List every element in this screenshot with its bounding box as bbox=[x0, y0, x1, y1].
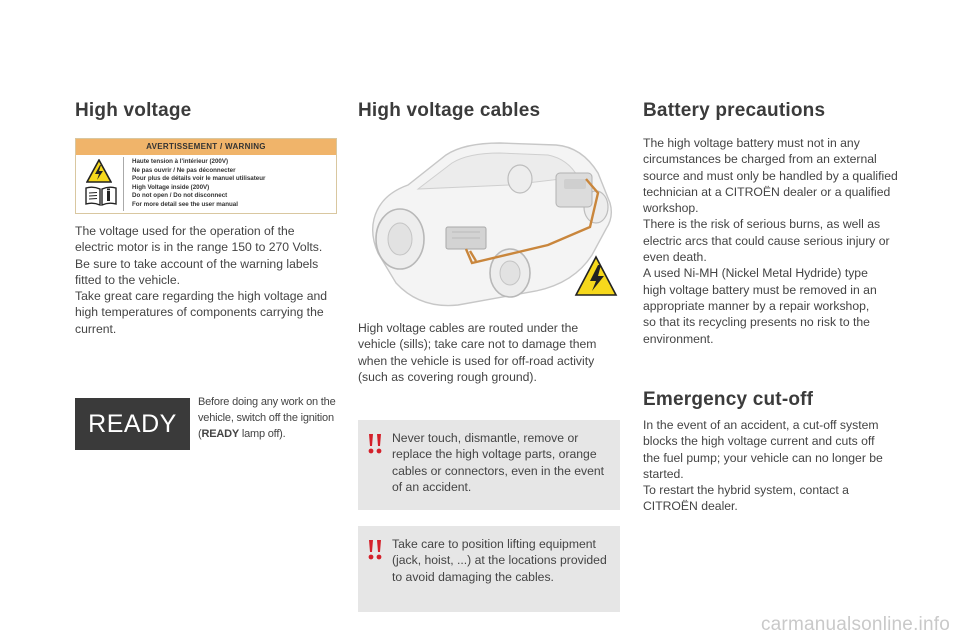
ready-note-text-end: lamp off). bbox=[238, 428, 286, 440]
warning-label-line: Haute tension à l'intérieur (200V) bbox=[132, 158, 229, 165]
heading-battery-precautions: Battery precautions bbox=[643, 100, 826, 121]
section-battery-precautions bbox=[643, 100, 898, 122]
warning-label bbox=[75, 138, 337, 214]
high-voltage-warning-icon bbox=[86, 159, 112, 183]
warning-label-line: For more detail see the user manual bbox=[132, 200, 238, 208]
alert-box-dont-touch bbox=[358, 420, 620, 510]
warning-label-line: Pour plus de détails voir le manuel utilisateur bbox=[132, 175, 266, 183]
cables-text: High voltage cables are routed under the vehicle (sills); take care not to damage them when the vehicle is used for off-road activity (such as covering rough ground). bbox=[358, 321, 597, 384]
warning-label-divider bbox=[123, 157, 124, 211]
warning-label-line: High Voltage inside (200V) bbox=[132, 183, 210, 191]
alert-text: Never touch, dismantle, remove or replace the high voltage parts, orange cables or connectors, even in the event of an accident. bbox=[392, 431, 605, 494]
alert-box-lifting-equipment bbox=[358, 526, 620, 612]
ready-lamp-badge: READY bbox=[75, 398, 190, 450]
ready-note-bold: READY bbox=[201, 428, 239, 440]
warning-label-banner: AVERTISSEMENT / WARNING bbox=[76, 139, 336, 155]
section-emergency-cut-off bbox=[643, 389, 898, 411]
heading-high-voltage-cables: High voltage cables bbox=[358, 100, 541, 121]
warning-label-text bbox=[132, 158, 332, 210]
user-manual-icon bbox=[84, 185, 118, 207]
alert-text: Take care to position lifting equipment (jack, hoist, ...) at the locations provided to avoid damaging the cables. bbox=[392, 537, 607, 584]
section-high-voltage bbox=[75, 100, 340, 122]
warning-label-line: Do not open / Do not disconnect bbox=[132, 192, 228, 200]
emergency-text: In the event of an accident, a cut-off system blocks the high voltage current and cuts off the fuel pump; your vehicle can no longer be started. To restart the hybrid system, contact a CITROËN dealer. bbox=[643, 418, 883, 514]
heading-high-voltage: High voltage bbox=[75, 100, 192, 121]
exclamation-icon bbox=[366, 538, 384, 562]
warning-label-line: Ne pas ouvrir / Ne pas déconnecter bbox=[132, 166, 236, 174]
watermark: carmanualsonline.info bbox=[760, 614, 950, 635]
ready-note bbox=[198, 394, 340, 442]
car-cutaway-illustration bbox=[360, 133, 618, 311]
high-voltage-text: The voltage used for the operation of the electric motor is in the range 150 to 270 Volts. Be sure to take account of the warning labels fitted to the vehicle. Take great care regarding the high voltage and high temperatures of components carrying the current. bbox=[75, 224, 328, 336]
section-high-voltage-cables bbox=[358, 100, 620, 122]
ready-note-text: Before doing any work on the vehicle, switch off the ignition ( bbox=[198, 396, 336, 440]
exclamation-icon bbox=[366, 432, 384, 456]
heading-emergency-cut-off: Emergency cut-off bbox=[643, 389, 814, 410]
battery-text: The high voltage battery must not in any circumstances be charged from an external source and must only be handled by a qualified technician at a CITROËN dealer or a qualified workshop. There is the risk of serious burns, as well as electric arcs that could cause serious injury or even death. A used Ni-MH (Nickel Metal Hydride) type high voltage battery must be removed in an appropriate manner by a repair workshop, so that its recycling presents no risk to the environment. bbox=[643, 136, 898, 346]
